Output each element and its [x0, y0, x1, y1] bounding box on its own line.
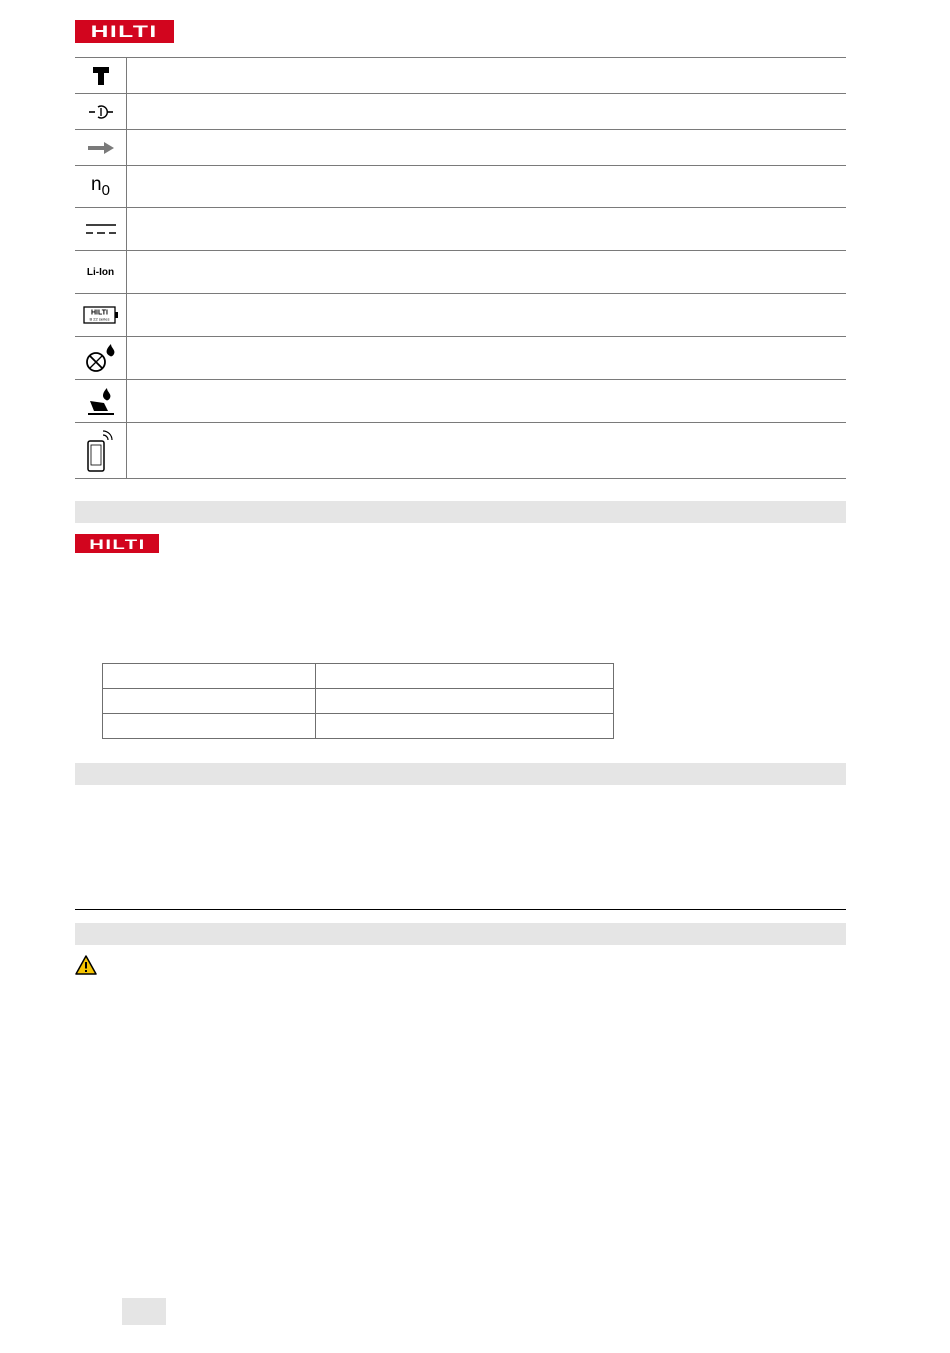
- symbol-cell: [75, 58, 127, 94]
- hilti-logo: [75, 20, 174, 43]
- symbol-description: [127, 294, 847, 337]
- table-cell: [316, 689, 614, 714]
- symbol-cell: [75, 166, 127, 208]
- symbol-row: [75, 94, 846, 130]
- direct-current-icon: [85, 223, 117, 235]
- symbol-cell: [75, 294, 127, 337]
- symbol-cell: [75, 208, 127, 251]
- table-row: [103, 664, 614, 689]
- arrow-right-icon: [87, 142, 115, 154]
- symbol-description: [127, 251, 847, 294]
- symbol-row: [75, 166, 846, 208]
- table-cell: [103, 714, 316, 739]
- warning-block: [75, 955, 97, 980]
- rotation-stop-icon: [88, 104, 114, 120]
- section-heading-bar: [75, 501, 846, 523]
- li-ion-icon: Li-Ion: [86, 266, 115, 278]
- symbol-cell: [75, 337, 127, 380]
- symbol-description: [127, 380, 847, 423]
- svg-text:B 22 series: B 22 series: [88, 316, 110, 322]
- symbol-description: [127, 58, 847, 94]
- page-number-box: [122, 1298, 166, 1325]
- symbol-cell: [75, 251, 127, 294]
- warning-triangle-icon: [75, 955, 97, 975]
- table-cell: [103, 664, 316, 689]
- hammer-icon: [92, 66, 110, 86]
- no-fire-icon: [84, 342, 118, 374]
- table-cell: [316, 714, 614, 739]
- divider: [75, 909, 846, 910]
- symbol-row: [75, 423, 846, 479]
- battery-fire-icon: [86, 385, 116, 417]
- table-row: [103, 714, 614, 739]
- symbol-row: [75, 130, 846, 166]
- symbol-row: [75, 58, 846, 94]
- no-load-speed-icon: $n_0$: [91, 174, 110, 199]
- symbol-row: [75, 251, 846, 294]
- section-heading-bar: [75, 923, 846, 945]
- section-heading-bar: [75, 763, 846, 785]
- hilti-logo-text: HILTI: [88, 535, 146, 552]
- symbol-cell: [75, 423, 127, 479]
- table-cell: [103, 689, 316, 714]
- symbol-row: [75, 337, 846, 380]
- data-table: [102, 663, 614, 739]
- symbol-cell: [75, 94, 127, 130]
- symbol-description: [127, 208, 847, 251]
- symbol-row: [75, 294, 846, 337]
- symbol-cell: [75, 380, 127, 423]
- symbol-row: [75, 380, 846, 423]
- hilti-logo-text: HILTI: [90, 21, 159, 41]
- hilti-battery-icon: [83, 306, 119, 324]
- symbols-table: [75, 57, 846, 479]
- svg-text:HILTI: HILTI: [90, 309, 108, 317]
- symbol-description: [127, 166, 847, 208]
- symbol-description: [127, 130, 847, 166]
- hilti-logo: [75, 534, 159, 553]
- phone-wireless-icon: [86, 429, 116, 473]
- symbol-cell: [75, 130, 127, 166]
- symbol-description: [127, 337, 847, 380]
- symbol-description: [127, 423, 847, 479]
- table-cell: [316, 664, 614, 689]
- table-row: [103, 689, 614, 714]
- symbol-row: [75, 208, 846, 251]
- symbol-description: [127, 94, 847, 130]
